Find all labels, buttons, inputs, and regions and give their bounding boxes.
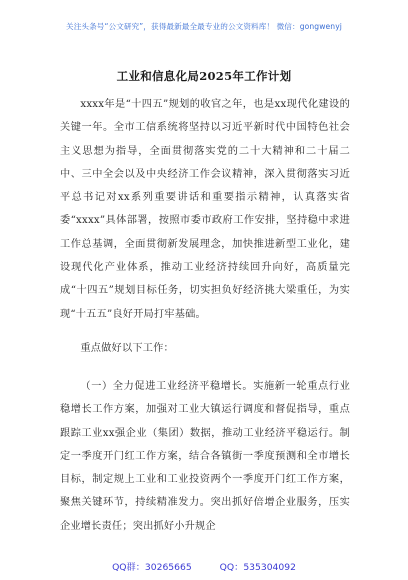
paragraph-intro: xxxx年是“十四五”规划的收官之年，也是xx现代化建设的关键一年。全市工信系统将坚持以习近平新时代中国特色社会主义思想为指导，全面贯彻落实党的二十大精神和二十届二中、三中全会以及中央经济工作会议精神，深入贯彻落实习近平总书记对xx系列重要讲话和重要指示精神，认真落实省委“xxxx”具体部署，按照市委市政府工作安排，坚持稳中求进工作总基调，全面贯彻新发展理念，加快推进新型工业化，建设现代化产业体系，推动工业经济持续回升向好，高质量完成“十四五”规划目标任务，切实担负好经济挑大梁重任，为实现“十五五”良好开局打牢基础。 (60, 99, 350, 320)
qq-number: 535304092 (243, 562, 296, 573)
document-title: 工业和信息化局2025年工作计划 (116, 69, 292, 83)
paragraph-key-tasks-lead: 重点做好以下工作： (80, 343, 174, 354)
header-banner: 关注头条号“公文研究”，获得最新最全最专业的公文资料库！ 微信：gongwenyj (66, 22, 342, 31)
paragraph-section-one: （一）全力促进工业经济平稳增长。实施新一轮重点行业稳增长工作方案，加强对工业大镇运行调度和督促指导，重点跟踪工业xx强企业（集团）数据，推动工业经济平稳运行。制定一季度开门红工作方案，结合各镇街一季度预测和全市增长目标，制定规上工业和工业投资两个一季度开门红工作方案，聚焦关键环节，持续精准发力。突出抓好倍增企业服务，压实企业增长责任；突出抓好小升规企 (60, 381, 350, 532)
footer-contact (0, 559, 408, 573)
qq-group-number: 30265665 (144, 562, 192, 573)
qq-label: QQ： (219, 562, 244, 573)
qq-group-label: QQ群： (112, 562, 145, 573)
